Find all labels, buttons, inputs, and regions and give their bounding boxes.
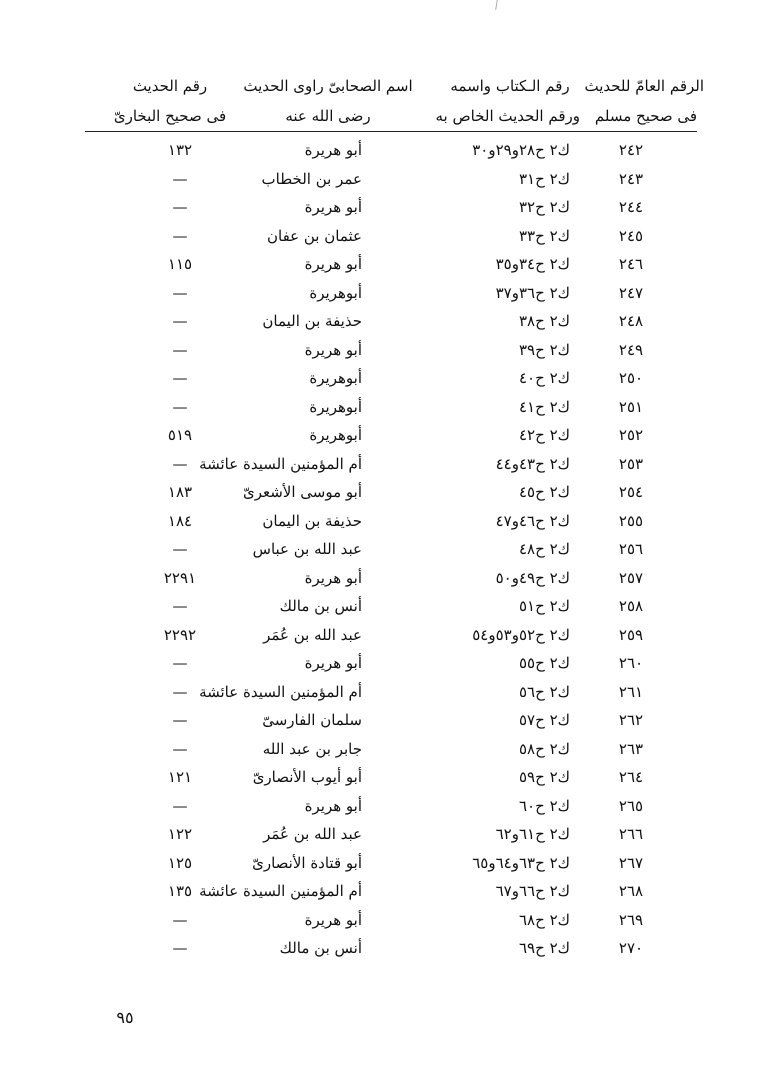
book-hadith-cell: ك٢ ح٦٠: [518, 796, 570, 815]
narrator-cell: أنس بن مالك: [279, 597, 362, 615]
header-bukhari-number: [100, 71, 240, 131]
narrator-cell: أبو هريرة: [304, 340, 362, 359]
book-hadith-cell: ك٢ ح٥٨: [518, 739, 570, 758]
general-number-cell: ٢٤٧: [618, 283, 644, 302]
general-number-cell: ٢٥٣: [618, 454, 644, 473]
narrator-cell: أبو هريرة: [304, 141, 362, 159]
header-text: الرقم العامّ للحديث: [584, 77, 704, 95]
narrator-cell: عثمان بن عفان: [267, 226, 362, 245]
general-number-cell: ٢٦٠: [618, 654, 644, 672]
bukhari-number-cell: ٢٢٩٢: [163, 625, 197, 644]
book-hadith-cell: ك٢ ح٦٦و٦٧: [495, 882, 570, 900]
header-text: فى صحيح البخارىّ: [113, 107, 227, 125]
narrator-cell: عبد الله بن عُمَر: [263, 825, 362, 843]
table-row: [0, 478, 765, 507]
book-hadith-cell: ك٢ ح٣١: [518, 169, 570, 188]
table-row: [0, 564, 765, 593]
header-book-number: [435, 71, 580, 131]
narrator-cell: أبو هريرة: [304, 255, 362, 273]
book-hadith-cell: ك٢ ح٦٩: [518, 939, 570, 957]
narrator-cell: أبوهريرة: [309, 397, 362, 416]
narrator-cell: أبو قتادة الأنصارىّ: [252, 853, 362, 872]
table-row: [0, 735, 765, 764]
book-hadith-cell: ك٢ ح٤٥: [518, 483, 570, 501]
general-number-cell: ٢٧٠: [618, 939, 644, 957]
general-number-cell: ٢٦٣: [618, 739, 644, 758]
header-text: اسم الصحابىّ راوى الحديث: [243, 77, 413, 95]
header-text: رقم الحديث: [132, 77, 208, 95]
table-row: [0, 621, 765, 650]
general-number-cell: ٢٤٦: [618, 255, 644, 273]
header-narrator: [228, 71, 428, 131]
table-row: [0, 136, 765, 165]
scan-mark: [495, 0, 500, 10]
narrator-cell: أبو هريرة: [304, 568, 362, 587]
general-number-cell: ٢٦٤: [618, 768, 644, 786]
book-hadith-cell: ك٢ ح٤١: [518, 397, 570, 416]
table-row: [0, 393, 765, 422]
bukhari-number-cell: —: [172, 169, 188, 188]
table-row: [0, 165, 765, 194]
general-number-cell: ٢٤٨: [618, 312, 644, 330]
book-hadith-cell: ك٢ ح٤٠: [518, 369, 570, 387]
table-row: [0, 279, 765, 308]
table-row: [0, 336, 765, 365]
header-text: ورقم الحديث الخاص به: [435, 107, 580, 125]
book-hadith-cell: ك٢ ح٤٩و٥٠: [495, 568, 570, 587]
general-number-cell: ٢٥٢: [618, 426, 644, 444]
table-row: [0, 906, 765, 935]
general-number-cell: ٢٥٥: [618, 511, 644, 530]
table-row: [0, 364, 765, 393]
general-number-cell: ٢٤٩: [618, 340, 644, 359]
narrator-cell: أبو هريرة: [304, 910, 362, 929]
book-hadith-cell: ك٢ ح٣٩: [518, 340, 570, 359]
bukhari-number-cell: ٢٢٩١: [163, 568, 197, 587]
header-divider: [85, 131, 697, 132]
narrator-cell: أبوهريرة: [309, 369, 362, 387]
table-row: [0, 934, 765, 963]
general-number-cell: ٢٦٢: [618, 711, 644, 729]
general-number-cell: ٢٥٩: [618, 625, 644, 644]
general-number-cell: ٢٥١: [618, 397, 644, 416]
table-row: [0, 222, 765, 251]
table-row: [0, 877, 765, 906]
bukhari-number-cell: —: [172, 910, 188, 929]
book-hadith-cell: ك٢ ح٣٦و٣٧: [495, 283, 570, 302]
general-number-cell: ٢٥٧: [618, 568, 644, 587]
narrator-cell: أبو موسى الأشعرىّ: [242, 483, 362, 501]
book-hadith-cell: ك٢ ح٦١و٦٢: [495, 825, 570, 843]
header-text: رضى الله عنه: [285, 107, 371, 125]
narrator-cell: أم المؤمنين السيدة عائشة: [199, 882, 362, 900]
hadith-table: [0, 136, 765, 963]
narrator-cell: عمر بن الخطاب: [261, 169, 362, 188]
narrator-cell: عبد الله بن عُمَر: [263, 625, 362, 644]
general-number-cell: ٢٥٠: [618, 369, 644, 387]
general-number-cell: ٢٤٢: [618, 141, 644, 159]
narrator-cell: أم المؤمنين السيدة عائشة: [199, 682, 362, 701]
bukhari-number-cell: —: [172, 939, 188, 957]
header-text: رقم الـكتاب واسمه: [450, 77, 570, 95]
table-row: [0, 450, 765, 479]
book-hadith-cell: ك٢ ح٤٢: [518, 426, 570, 444]
bukhari-number-cell: —: [172, 597, 188, 615]
table-row: [0, 535, 765, 564]
book-hadith-cell: ك٢ ح٢٨و٢٩و٣٠: [472, 141, 570, 159]
book-hadith-cell: ك٢ ح٥٢و٥٣و٥٤: [472, 625, 570, 644]
general-number-cell: ٢٤٤: [618, 198, 644, 216]
table-row: [0, 307, 765, 336]
bukhari-number-cell: ٥١٩: [167, 426, 193, 444]
book-hadith-cell: ك٢ ح٥٩: [518, 768, 570, 786]
general-number-cell: ٢٦١: [618, 682, 644, 701]
bukhari-number-cell: ١٣٢: [167, 141, 193, 159]
book-hadith-cell: ك٢ ح٣٤و٣٥: [495, 255, 570, 273]
bukhari-number-cell: —: [172, 369, 188, 387]
general-number-cell: ٢٦٦: [618, 825, 644, 843]
bukhari-number-cell: ١٢١: [167, 768, 193, 786]
bukhari-number-cell: —: [172, 796, 188, 815]
table-row: [0, 763, 765, 792]
narrator-cell: أم المؤمنين السيدة عائشة: [199, 454, 362, 473]
table-row: [0, 250, 765, 279]
table-row: [0, 507, 765, 536]
bukhari-number-cell: —: [172, 682, 188, 701]
narrator-cell: أنس بن مالك: [279, 939, 362, 957]
book-hadith-cell: ك٢ ح٥١: [518, 597, 570, 615]
general-number-cell: ٢٦٨: [618, 882, 644, 900]
narrator-cell: جابر بن عبد الله: [262, 739, 362, 758]
page-number: ٩٥: [116, 1008, 134, 1027]
narrator-cell: حذيفة بن اليمان: [262, 511, 362, 530]
narrator-cell: أبو هريرة: [304, 796, 362, 815]
narrator-cell: أبوهريرة: [309, 283, 362, 302]
bukhari-number-cell: —: [172, 312, 188, 330]
narrator-cell: عبد الله بن عباس: [252, 540, 362, 558]
bukhari-number-cell: ١٣٥: [167, 882, 193, 900]
book-hadith-cell: ك٢ ح٤٦و٤٧: [495, 511, 570, 530]
narrator-cell: أبوهريرة: [309, 426, 362, 444]
bukhari-number-cell: —: [172, 739, 188, 758]
table-row: [0, 678, 765, 707]
header-text: فى صحيح مسلم: [594, 107, 698, 125]
book-hadith-cell: ك٢ ح٥٥: [518, 654, 570, 672]
book-hadith-cell: ك٢ ح٦٣و٦٤و٦٥: [472, 853, 570, 872]
table-row: [0, 792, 765, 821]
bukhari-number-cell: —: [172, 226, 188, 245]
table-row: [0, 592, 765, 621]
bukhari-number-cell: ١٢٥: [167, 853, 193, 872]
general-number-cell: ٢٥٦: [618, 540, 644, 558]
narrator-cell: سلمان الفارسىّ: [262, 711, 362, 729]
narrator-cell: أبو أيوب الأنصارىّ: [252, 768, 362, 786]
book-hadith-cell: ك٢ ح٣٣: [518, 226, 570, 245]
general-number-cell: ٢٤٣: [618, 169, 644, 188]
bukhari-number-cell: ١٢٢: [167, 825, 193, 843]
table-row: [0, 649, 765, 678]
narrator-cell: حذيفة بن اليمان: [262, 312, 362, 330]
bukhari-number-cell: ١٨٣: [167, 483, 193, 501]
table-row: [0, 421, 765, 450]
bukhari-number-cell: —: [172, 283, 188, 302]
general-number-cell: ٢٦٥: [618, 796, 644, 815]
table-row: [0, 706, 765, 735]
bukhari-number-cell: ١١٥: [167, 255, 193, 273]
book-hadith-cell: ك٢ ح٥٧: [518, 711, 570, 729]
bukhari-number-cell: ١٨٤: [167, 511, 193, 530]
bukhari-number-cell: —: [172, 198, 188, 216]
table-row: [0, 849, 765, 878]
table-row: [0, 193, 765, 222]
book-hadith-cell: ك٢ ح٤٨: [518, 540, 570, 558]
narrator-cell: أبو هريرة: [304, 198, 362, 216]
general-number-cell: ٢٤٥: [618, 226, 644, 245]
general-number-cell: ٢٥٨: [618, 597, 644, 615]
bukhari-number-cell: —: [172, 454, 188, 473]
general-number-cell: ٢٦٩: [618, 910, 644, 929]
bukhari-number-cell: —: [172, 654, 188, 672]
book-hadith-cell: ك٢ ح٣٢: [518, 198, 570, 216]
bukhari-number-cell: —: [172, 340, 188, 359]
book-hadith-cell: ك٢ ح٤٣و٤٤: [495, 454, 570, 473]
general-number-cell: ٢٦٧: [618, 853, 644, 872]
table-row: [0, 820, 765, 849]
narrator-cell: أبو هريرة: [304, 654, 362, 672]
book-hadith-cell: ك٢ ح٥٦: [518, 682, 570, 701]
general-number-cell: ٢٥٤: [618, 483, 644, 501]
book-hadith-cell: ك٢ ح٣٨: [518, 312, 570, 330]
bukhari-number-cell: —: [172, 711, 188, 729]
header-general-number: [584, 71, 704, 131]
book-hadith-cell: ك٢ ح٦٨: [518, 910, 570, 929]
bukhari-number-cell: —: [172, 540, 188, 558]
bukhari-number-cell: —: [172, 397, 188, 416]
